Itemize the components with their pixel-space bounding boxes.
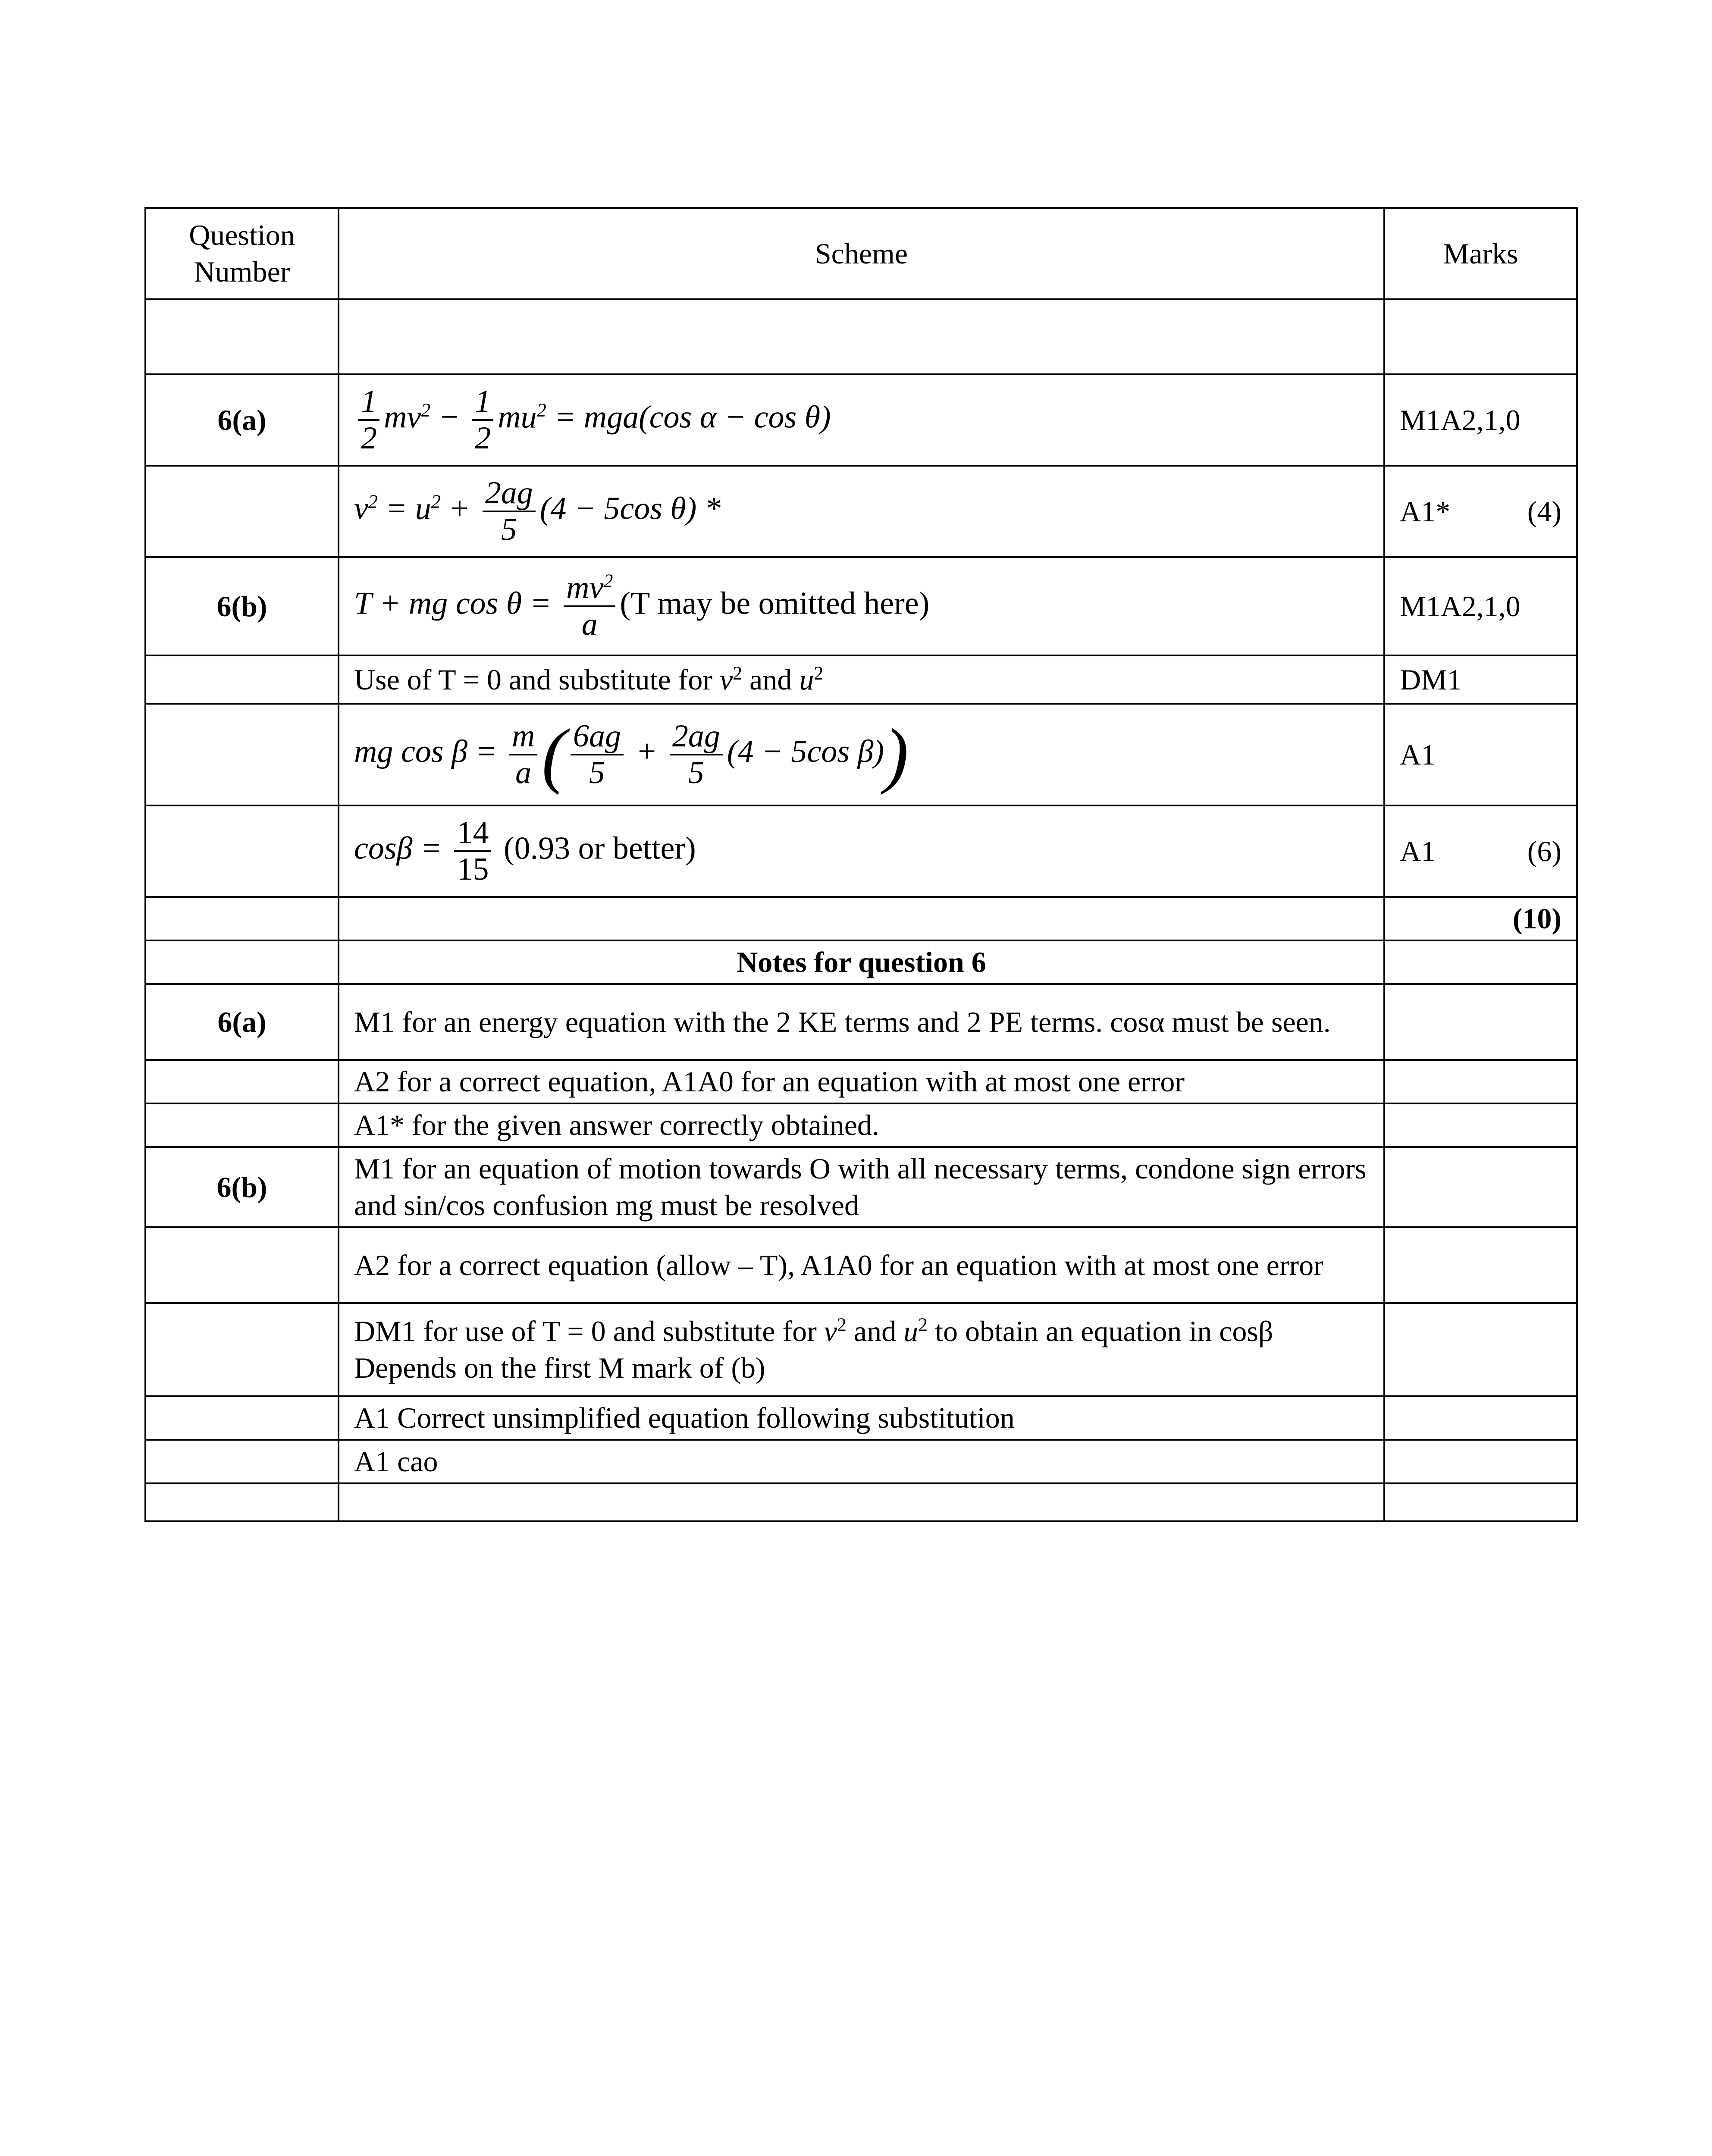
notes-heading-row [145, 940, 1577, 984]
question-label: 6(a) [145, 984, 339, 1060]
blank-cell [145, 897, 339, 940]
pe-change: = mga(cos α − cos θ) [546, 399, 831, 435]
header-question-number: Question Number [145, 208, 339, 299]
fraction-numerator: 2ag [483, 476, 536, 512]
blank-row [145, 299, 1577, 374]
note-text: M1 for an equation of motion towards O with all necessary terms, condone sign errors and sin/cos confusion mg must be resolved [339, 1147, 1384, 1227]
blank-cell [145, 1440, 339, 1483]
fraction-denominator: a [581, 607, 598, 642]
note-text: A2 for a correct equation (allow – T), A1A0 for an equation with at most one error [339, 1227, 1384, 1303]
note-row [145, 1440, 1577, 1483]
v-symbol: v [354, 490, 368, 526]
marks-total: (6) [1527, 834, 1561, 868]
blank-cell [145, 940, 339, 984]
blank-cell [145, 1483, 339, 1521]
answer-note: (0.93 or better) [495, 830, 696, 866]
exponent: 2 [918, 1314, 928, 1335]
blank-row [145, 1483, 1577, 1521]
blank-cell [1384, 1147, 1577, 1227]
marks-total: (4) [1527, 495, 1561, 528]
blank-cell [1384, 1227, 1577, 1303]
note-text: A1 Correct unsimplified equation following substitution [339, 1396, 1384, 1440]
note-row [145, 1303, 1577, 1396]
substitution-prefix: Use of T = 0 and substitute for [354, 663, 720, 696]
marks-cell: A1 [1384, 704, 1577, 805]
fraction-denominator: 15 [457, 852, 489, 887]
blank-cell [1384, 1440, 1577, 1483]
note-suffix: to obtain an equation in cosβ Depends on the first M mark of (b) [354, 1315, 1273, 1384]
fraction-numerator: 2ag [670, 719, 723, 755]
grand-total: (10) [1384, 897, 1577, 940]
answer-lhs: cosβ = [354, 830, 450, 866]
blank-cell [1384, 299, 1577, 374]
exponent: 2 [421, 399, 431, 421]
fraction [564, 570, 615, 642]
fraction-m-over-a [509, 719, 537, 791]
velocity-equation [339, 466, 1384, 557]
energy-equation [339, 374, 1384, 466]
blank-cell [145, 1227, 339, 1303]
scheme-row-6b-substitute [145, 655, 1577, 704]
scheme-row-6a-result [145, 466, 1577, 557]
marks-label: A1* [1400, 495, 1451, 528]
marks-cell: M1A2,1,0 [1384, 557, 1577, 655]
header-row [145, 208, 1577, 299]
numerator-text: mv [566, 570, 604, 605]
blank-cell [145, 805, 339, 897]
v-symbol: v [824, 1315, 837, 1348]
note-row [145, 984, 1577, 1060]
fraction-numerator: 6ag [571, 719, 624, 755]
exponent: 2 [837, 1314, 847, 1335]
substituted-equation [339, 704, 1384, 805]
note-row [145, 1103, 1577, 1147]
header-scheme: Scheme [339, 208, 1384, 299]
note-text: A1* for the given answer correctly obtained. [339, 1103, 1384, 1147]
ke-initial: mu [498, 399, 537, 435]
mark-scheme-table [144, 207, 1578, 1522]
fraction-2ag [670, 719, 723, 791]
total-row [145, 897, 1577, 940]
blank-cell [145, 299, 339, 374]
ke-final: mv [384, 399, 421, 435]
scheme-row-6b-answer [145, 805, 1577, 897]
fraction-denominator: 2 [361, 420, 377, 456]
exponent: 2 [603, 570, 613, 591]
blank-cell [145, 1303, 339, 1396]
v-symbol: v [719, 663, 733, 696]
exponent: 2 [368, 491, 378, 512]
bracket-term: (4 − 5cos θ) * [539, 490, 721, 526]
fraction-numerator: 14 [454, 815, 491, 852]
open-paren: ( [542, 714, 566, 795]
fraction-numerator: 1 [472, 384, 493, 421]
exponent: 2 [814, 662, 824, 683]
question-label: 6(a) [145, 374, 339, 466]
blank-cell [145, 466, 339, 557]
blank-cell [339, 897, 1384, 940]
header-marks: Marks [1384, 208, 1577, 299]
question-label: 6(b) [145, 557, 339, 655]
fraction-half [358, 384, 379, 456]
close-paren: ) [884, 714, 909, 795]
blank-cell [145, 1396, 339, 1440]
scheme-row-6b-substituted [145, 704, 1577, 805]
exponent: 2 [431, 491, 441, 512]
fraction-denominator: 5 [589, 755, 605, 790]
blank-cell [1384, 1103, 1577, 1147]
fraction-denominator: 5 [688, 755, 704, 790]
blank-cell [1384, 984, 1577, 1060]
fraction-6ag [571, 719, 624, 791]
fraction-denominator: 5 [501, 512, 517, 547]
blank-cell [1384, 1396, 1577, 1440]
marks-label: A1 [1400, 834, 1436, 868]
blank-cell [339, 299, 1384, 374]
blank-cell [145, 704, 339, 805]
minus-sign: − [430, 399, 468, 435]
blank-cell [1384, 1303, 1577, 1396]
equation-lhs: mg cos β = [354, 733, 505, 769]
marks-cell [1384, 805, 1577, 897]
u-symbol: u [903, 1315, 919, 1348]
question-label: 6(b) [145, 1147, 339, 1227]
plus-sign: + [440, 490, 478, 526]
note-text: M1 for an energy equation with the 2 KE terms and 2 PE terms. cosα must be seen. [339, 984, 1384, 1060]
fraction-numerator: 1 [358, 384, 379, 421]
marks-cell: DM1 [1384, 655, 1577, 704]
fraction-denominator: a [515, 755, 532, 790]
fraction-denominator: 2 [475, 420, 491, 456]
answer-equation [339, 805, 1384, 897]
and-word: and [742, 663, 800, 696]
blank-cell [145, 655, 339, 704]
blank-cell [145, 1103, 339, 1147]
note-row [145, 1060, 1577, 1103]
blank-cell [145, 1060, 339, 1103]
bracket-term: (4 − 5cos β) [727, 733, 884, 769]
motion-note: (T may be omitted here) [620, 585, 930, 621]
u-symbol: = u [377, 490, 431, 526]
fraction-half [472, 384, 493, 456]
exponent: 2 [733, 662, 743, 683]
exponent: 2 [536, 399, 546, 421]
motion-equation [339, 557, 1384, 655]
blank-cell [339, 1483, 1384, 1521]
blank-cell [1384, 940, 1577, 984]
note-row [145, 1147, 1577, 1227]
note-row [145, 1227, 1577, 1303]
and-word: and [846, 1315, 904, 1348]
note-prefix: DM1 for use of T = 0 and substitute for [354, 1315, 824, 1348]
blank-cell [1384, 1483, 1577, 1521]
fraction-numerator [564, 570, 615, 607]
note-text: A1 cao [339, 1440, 1384, 1483]
motion-lhs: T + mg cos θ = [354, 585, 560, 621]
scheme-row-6a-energy [145, 374, 1577, 466]
fraction [454, 815, 491, 887]
marks-cell: M1A2,1,0 [1384, 374, 1577, 466]
note-text: A2 for a correct equation, A1A0 for an equation with at most one error [339, 1060, 1384, 1103]
plus-sign: + [627, 733, 665, 769]
fraction-numerator: m [509, 719, 537, 755]
scheme-row-6b-motion [145, 557, 1577, 655]
note-row [145, 1396, 1577, 1440]
marks-cell [1384, 466, 1577, 557]
note-text [339, 1303, 1384, 1396]
blank-cell [1384, 1060, 1577, 1103]
substitution-text [339, 655, 1384, 704]
notes-heading: Notes for question 6 [339, 940, 1384, 984]
fraction [483, 476, 536, 548]
u-symbol: u [799, 663, 814, 696]
